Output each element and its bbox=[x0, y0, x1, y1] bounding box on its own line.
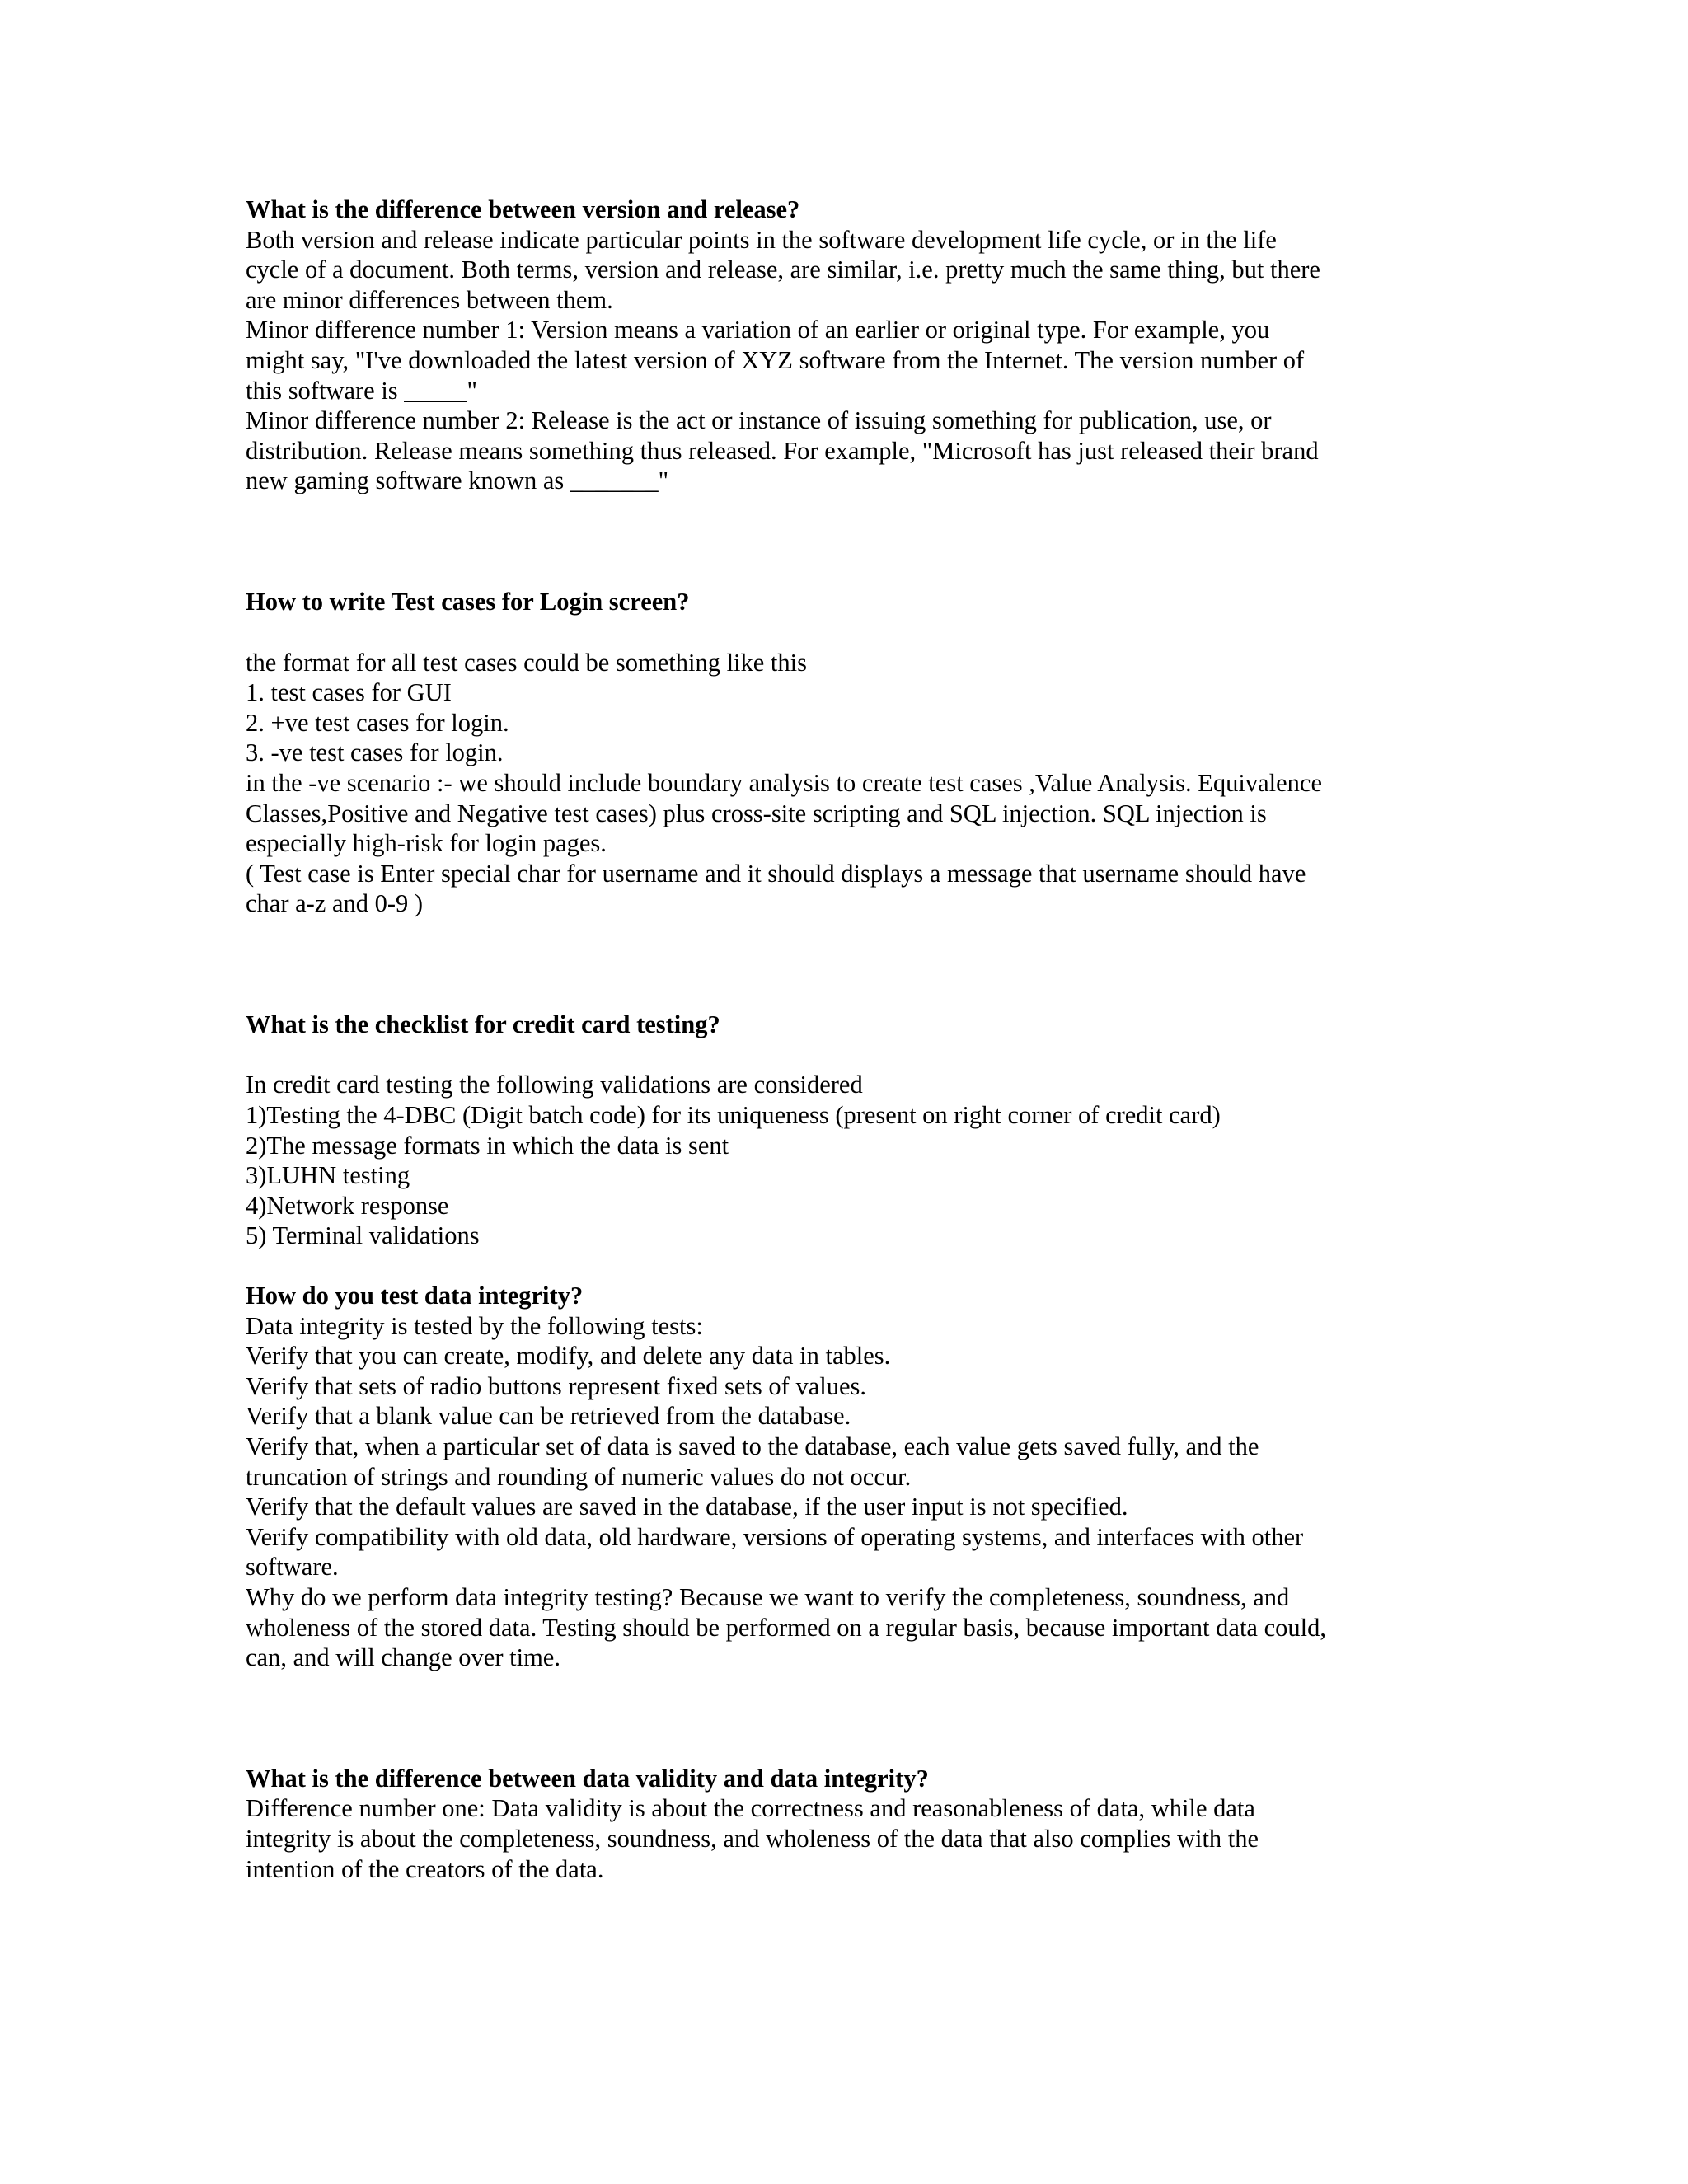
section-data-integrity bbox=[246, 1281, 1449, 1673]
section-heading: What is the difference between version and release? bbox=[246, 195, 800, 223]
text-line: this software is _____" bbox=[246, 376, 477, 405]
section-heading: How to write Test cases for Login screen? bbox=[246, 587, 690, 616]
text-line: in the -ve scenario :- we should include boundary analysis to create test cases ,Value Analysis. Equivalence bbox=[246, 768, 1323, 797]
text-line: distribution. Release means something thus released. For example, "Microsoft has just released their brand bbox=[246, 436, 1319, 465]
text-line: software. bbox=[246, 1553, 339, 1582]
text-line: wholeness of the stored data. Testing should be performed on a regular basis, because important data could, bbox=[246, 1613, 1326, 1642]
text-line: the format for all test cases could be something like this bbox=[246, 648, 807, 677]
spacer bbox=[246, 617, 1449, 648]
section-heading: What is the checklist for credit card testing? bbox=[246, 1010, 720, 1038]
section-heading: What is the difference between data validity and data integrity? bbox=[246, 1764, 929, 1793]
text-line: 3. -ve test cases for login. bbox=[246, 738, 504, 767]
text-line: Verify compatibility with old data, old hardware, versions of operating systems, and interfaces with other bbox=[246, 1522, 1304, 1551]
text-line: truncation of strings and rounding of numeric values do not occur. bbox=[246, 1462, 912, 1491]
text-line: intention of the creators of the data. bbox=[246, 1854, 604, 1883]
text-line: especially high-risk for login pages. bbox=[246, 829, 607, 858]
text-line: ( Test case is Enter special char for username and it should displays a message that username should have bbox=[246, 859, 1306, 888]
text-line: Data integrity is tested by the following tests: bbox=[246, 1311, 703, 1340]
section-version-vs-release bbox=[246, 194, 1449, 496]
document-page bbox=[246, 194, 1449, 1884]
text-line: 2. +ve test cases for login. bbox=[246, 708, 509, 737]
text-line: integrity is about the completeness, soundness, and wholeness of the data that also complies with the bbox=[246, 1824, 1259, 1853]
text-line: Classes,Positive and Negative test cases) plus cross-site scripting and SQL injection. SQL injection is bbox=[246, 799, 1267, 827]
text-line: char a-z and 0-9 ) bbox=[246, 889, 424, 918]
section-heading: How do you test data integrity? bbox=[246, 1282, 584, 1310]
text-line: cycle of a document. Both terms, version and release, are similar, i.e. pretty much the same thing, but there bbox=[246, 255, 1320, 284]
section-login-test-cases bbox=[246, 587, 1449, 919]
text-line: Verify that the default values are saved in the database, if the user input is not specified. bbox=[246, 1493, 1128, 1521]
text-line: Minor difference number 1: Version means a variation of an earlier or original type. For example, you bbox=[246, 316, 1270, 344]
text-line: Why do we perform data integrity testing? Because we want to verify the completeness, soundness, and bbox=[246, 1582, 1290, 1611]
text-line: 1)Testing the 4-DBC (Digit batch code) for its uniqueness (present on right corner of credit card) bbox=[246, 1101, 1221, 1130]
text-line: might say, "I've downloaded the latest version of XYZ software from the Internet. The version number of bbox=[246, 345, 1305, 374]
text-line: 3)LUHN testing bbox=[246, 1161, 410, 1190]
text-line: 1. test cases for GUI bbox=[246, 678, 452, 707]
text-line: Verify that a blank value can be retrieved from the database. bbox=[246, 1402, 851, 1431]
text-line: Minor difference number 2: Release is the act or instance of issuing something for publication, use, or bbox=[246, 406, 1272, 435]
section-credit-card-checklist bbox=[246, 1010, 1449, 1251]
text-line: In credit card testing the following validations are considered bbox=[246, 1071, 863, 1099]
text-line: Both version and release indicate particular points in the software development life cycle, or in the life bbox=[246, 225, 1277, 254]
text-line: Difference number one: Data validity is about the correctness and reasonableness of data, while data bbox=[246, 1794, 1255, 1823]
text-line: Verify that, when a particular set of data is saved to the database, each value gets saved fully, and the bbox=[246, 1432, 1259, 1460]
text-line: 5) Terminal validations bbox=[246, 1221, 480, 1250]
spacer bbox=[246, 1039, 1449, 1070]
section-validity-vs-integrity bbox=[246, 1764, 1449, 1884]
text-line: are minor differences between them. bbox=[246, 285, 613, 314]
text-line: Verify that sets of radio buttons represent fixed sets of values. bbox=[246, 1371, 866, 1400]
text-line: can, and will change over time. bbox=[246, 1643, 560, 1672]
text-line: Verify that you can create, modify, and delete any data in tables. bbox=[246, 1342, 891, 1371]
text-line: new gaming software known as _______" bbox=[246, 466, 669, 495]
text-line: 2)The message formats in which the data is sent bbox=[246, 1131, 729, 1160]
text-line: 4)Network response bbox=[246, 1191, 449, 1220]
